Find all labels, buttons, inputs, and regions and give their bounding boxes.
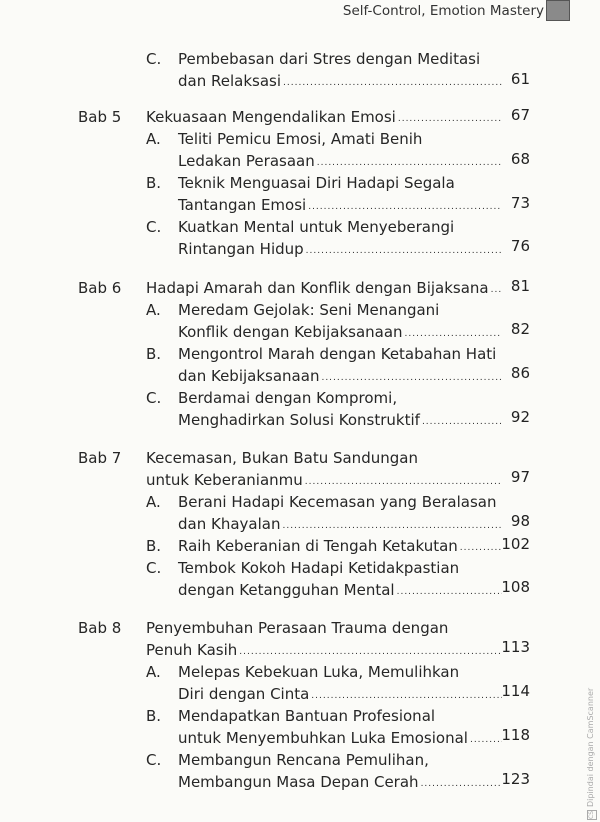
toc-entry-title-cont: dan Khayalan [178,515,281,533]
toc-letter: A. [146,663,161,681]
toc-entry-title-cont: Diri dengan Cinta [178,685,310,703]
toc-leader-line [146,469,504,491]
toc-leader-line [178,365,504,387]
toc-chapter-title: Kekuasaan Mengendalikan Emosi [146,108,396,126]
toc-leader-line [178,238,504,260]
toc-entry-title-cont: dan Kebijaksanaan [178,367,320,385]
toc-entry-title-cont: dengan Ketangguhan Mental [178,581,395,599]
toc-entry-title-cont: dan Relaksasi [178,72,282,90]
toc-letter: C. [146,218,162,236]
scanner-badge-icon: CS [588,811,595,819]
toc-leader-line [178,727,504,749]
toc-page-number: 61 [510,70,530,88]
toc-entry-title-cont: Menghadirkan Solusi Konstruktif [178,411,420,429]
toc-leader-line [178,513,504,535]
toc-entry-title-cont: Rintangan Hidup [178,240,304,258]
toc-chapter-label: Bab 5 [78,108,122,126]
toc-letter: C. [146,559,162,577]
toc-leader-line [178,150,504,172]
toc-page-number: 92 [510,408,530,426]
toc-leader-line [178,321,504,343]
scanner-watermark-text: Dipindai dengan CamScanner [586,687,595,807]
toc-entry-title: Melepas Kebekuan Luka, Memulihkan [178,663,460,681]
toc-leader-line [178,683,504,705]
toc-entry-title: Mendapatkan Bantuan Profesional [178,707,436,725]
toc-letter: C. [146,50,162,68]
toc-leader-line [178,70,504,92]
toc-letter: A. [146,493,161,511]
toc-entry-title: Raih Keberanian di Tengah Ketakutan [178,537,458,555]
toc-page-number: 73 [510,194,530,212]
toc-letter: A. [146,130,161,148]
toc-leader-line [178,535,504,557]
toc-page-number: 86 [510,364,530,382]
toc-entry-title: Teknik Menguasai Diri Hadapi Segala [178,174,455,192]
toc-chapter-label: Bab 7 [78,449,122,467]
toc-entry-title-cont: Konflik dengan Kebijaksanaan [178,323,403,341]
toc-page-number: 123 [501,770,530,788]
toc-entry-title: Kuatkan Mental untuk Menyeberangi [178,218,455,236]
toc-leader-line [178,771,504,793]
toc-page-number: 102 [501,535,530,553]
toc-letter: C. [146,389,162,407]
toc-page-number: 97 [510,468,530,486]
toc-leader-line [146,277,504,299]
toc-chapter-title-cont: untuk Keberanianmu [146,471,303,489]
toc-leader-line [146,106,504,128]
toc-entry-title: Berdamai dengan Kompromi, [178,389,398,407]
toc-entry-title-cont: Ledakan Perasaan [178,152,315,170]
toc-chapter-title-cont: Penuh Kasih [146,641,238,659]
toc-entry-title: Teliti Pemicu Emosi, Amati Benih [178,130,423,148]
toc-letter: B. [146,707,162,725]
toc-page-number: 82 [510,320,530,338]
toc-letter: B. [146,174,162,192]
toc-entry-title: Tembok Kokoh Hadapi Ketidakpastian [178,559,460,577]
toc-page-number: 76 [510,237,530,255]
toc-entry-title-cont: Membangun Masa Depan Cerah [178,773,419,791]
toc-leader-line [178,409,504,431]
toc-page-number: 118 [501,726,530,744]
toc-entry-title: Meredam Gejolak: Seni Menangani [178,301,440,319]
toc-leader-line [146,639,504,661]
toc-letter: B. [146,345,162,363]
header-block [546,0,570,21]
toc-entry-title-cont: Tantangan Emosi [178,196,307,214]
toc-entry-title: Mengontrol Marah dengan Ketabahan Hati [178,345,497,363]
toc-entry-title: Berani Hadapi Kecemasan yang Beralasan [178,493,497,511]
toc-chapter-label: Bab 8 [78,619,122,637]
toc-page-number: 68 [510,150,530,168]
toc-leader-line [178,194,504,216]
toc-page-number: 98 [510,512,530,530]
toc-letter: C. [146,751,162,769]
toc-chapter-title: Kecemasan, Bukan Batu Sandungan [146,449,418,467]
toc-entry-title-cont: untuk Menyembuhkan Luka Emosional [178,729,468,747]
toc-chapter-title: Penyembuhan Perasaan Trauma dengan [146,619,449,637]
toc-entry-title: Pembebasan dari Stres dengan Meditasi [178,50,481,68]
toc-page-number: 113 [501,638,530,656]
toc-page-number: 81 [510,277,530,295]
header-title: Self-Control, Emotion Mastery [342,3,544,19]
toc-letter: A. [146,301,161,319]
toc-chapter-label: Bab 6 [78,279,122,297]
toc-letter: B. [146,537,162,555]
toc-entry-title: Membangun Rencana Pemulihan, [178,751,429,769]
scanner-watermark [586,688,597,820]
toc-page-number: 114 [501,682,530,700]
toc-page-number: 108 [501,578,530,596]
toc-page-number: 67 [510,106,530,124]
toc-chapter-title: Hadapi Amarah dan Konflik dengan Bijaksana [146,279,489,297]
toc-leader-line [178,579,504,601]
